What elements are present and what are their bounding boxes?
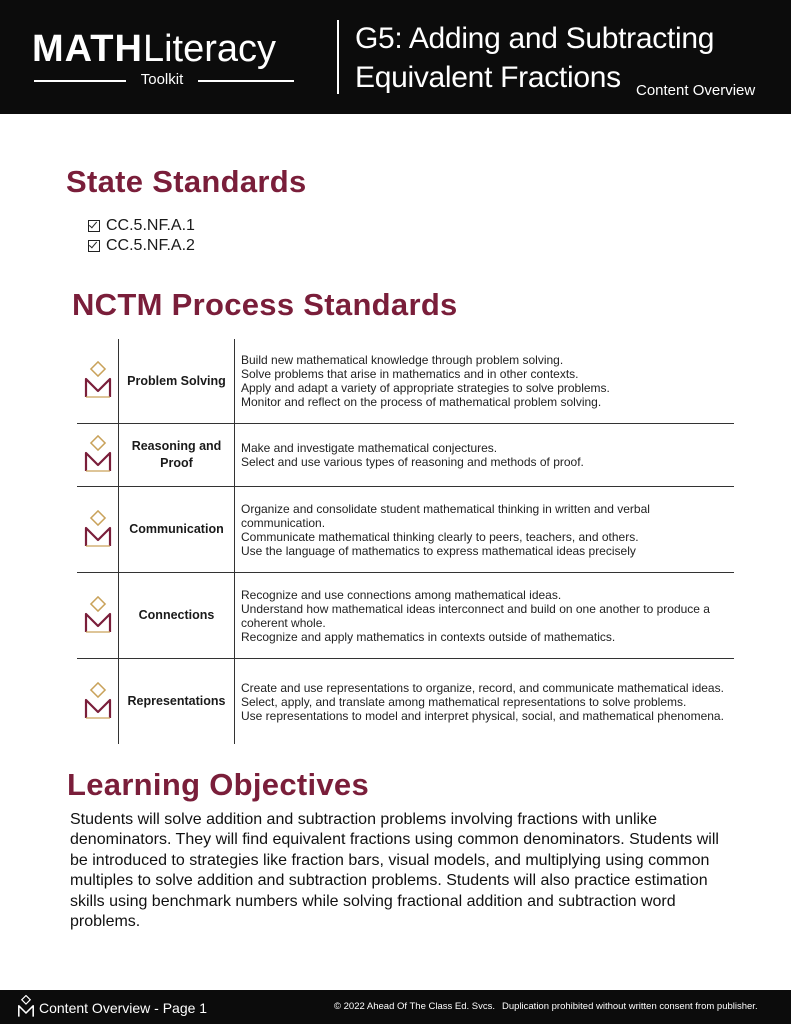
math-literacy-logo-icon	[16, 995, 36, 1019]
standard-code: CC.5.NF.A.2	[106, 237, 195, 254]
standard-description	[235, 424, 734, 486]
state-standards-list	[88, 216, 195, 256]
table-row	[77, 487, 734, 573]
description-line: Recognize and use connections among mathematical ideas.	[241, 587, 562, 602]
description-line: Monitor and reflect on the process of mathematical problem solving.	[241, 395, 602, 409]
footer-page-label: Content Overview - Page 1	[39, 1000, 208, 1016]
description-line: Create and use representations to organize, record, and communicate mathematical ideas.	[241, 680, 724, 695]
standard-name: Reasoning and Proof	[119, 424, 235, 486]
description-line: Apply and adapt a variety of appropriate strategies to solve problems.	[241, 381, 610, 395]
math-literacy-logo-icon	[83, 682, 113, 722]
page-footer	[0, 990, 791, 1024]
standard-description	[235, 339, 734, 423]
nctm-heading: NCTM Process Standards	[72, 287, 458, 322]
standard-description	[235, 659, 734, 744]
description-line: Organize and consolidate student mathematical thinking in written and verbal communication.	[241, 501, 650, 530]
footer-copyright: © 2022 Ahead Of The Class Ed. Svcs.	[334, 1001, 496, 1012]
header-divider	[337, 20, 339, 94]
standard-code: CC.5.NF.A.1	[106, 217, 195, 234]
math-literacy-logo-icon	[83, 596, 113, 636]
checkbox-icon	[88, 220, 100, 232]
page-subtitle: Content Overview	[636, 82, 756, 99]
standard-name: Communication	[119, 487, 235, 572]
description-line: Select and use various types of reasoning and methods of proof.	[241, 455, 584, 469]
standard-description	[235, 573, 734, 658]
logo-rule-left	[34, 80, 126, 82]
table-row	[77, 659, 734, 744]
table-row	[77, 573, 734, 659]
standard-description	[235, 487, 734, 572]
description-line: Communicate mathematical thinking clearly to peers, teachers, and others.	[241, 529, 639, 544]
state-standards-heading: State Standards	[66, 164, 307, 199]
page-title-line-2: Equivalent Fractions	[355, 61, 621, 94]
math-literacy-logo-icon	[83, 510, 113, 550]
description-line: Use the language of mathematics to express mathematical ideas precisely	[241, 543, 636, 558]
logo	[32, 28, 276, 70]
learning-objectives-heading: Learning Objectives	[67, 767, 370, 802]
standard-item	[88, 216, 195, 236]
table-row	[77, 339, 734, 424]
description-line: Make and investigate mathematical conjectures.	[241, 441, 498, 455]
description-line: Recognize and apply mathematics in contexts outside of mathematics.	[241, 629, 616, 644]
nctm-table	[77, 339, 734, 744]
learning-objectives-text: Students will solve addition and subtraction problems involving fractions with unlike denominators. They will find equivalent fractions using common denominators. Students will be introduced to strategies like fraction bars, visual models, and multiplying using common multiples to solve addition and subtraction problems. Students will also practice estimation skills using benchmark numbers while solving fractional addition and subtraction word problems.	[70, 811, 719, 931]
description-line: Build new mathematical knowledge through problem solving.	[241, 353, 564, 367]
math-literacy-logo-icon	[83, 361, 113, 401]
table-row	[77, 424, 734, 487]
standard-item	[88, 236, 195, 256]
description-line: Solve problems that arise in mathematics and in other contexts.	[241, 367, 579, 381]
standard-name: Connections	[119, 573, 235, 658]
standard-name: Representations	[119, 659, 235, 744]
logo-math: MATH	[32, 28, 143, 70]
logo-literacy: Literacy	[142, 28, 276, 70]
description-line: Select, apply, and translate among mathematical representations to solve problems.	[241, 694, 687, 709]
logo-toolkit: Toolkit	[140, 71, 184, 88]
standard-name: Problem Solving	[119, 339, 235, 423]
description-line: Understand how mathematical ideas interconnect and build on one another to produce a coherent whole.	[241, 601, 710, 630]
logo-rule-right	[198, 80, 294, 82]
math-literacy-logo-icon	[83, 435, 113, 475]
footer-notice: Duplication prohibited without written consent from publisher.	[502, 1001, 758, 1012]
description-line: Use representations to model and interpret physical, social, and mathematical phenomena.	[241, 708, 724, 723]
page-header	[0, 0, 791, 114]
checkbox-icon	[88, 240, 100, 252]
page-title-line-1: G5: Adding and Subtracting	[355, 22, 715, 55]
